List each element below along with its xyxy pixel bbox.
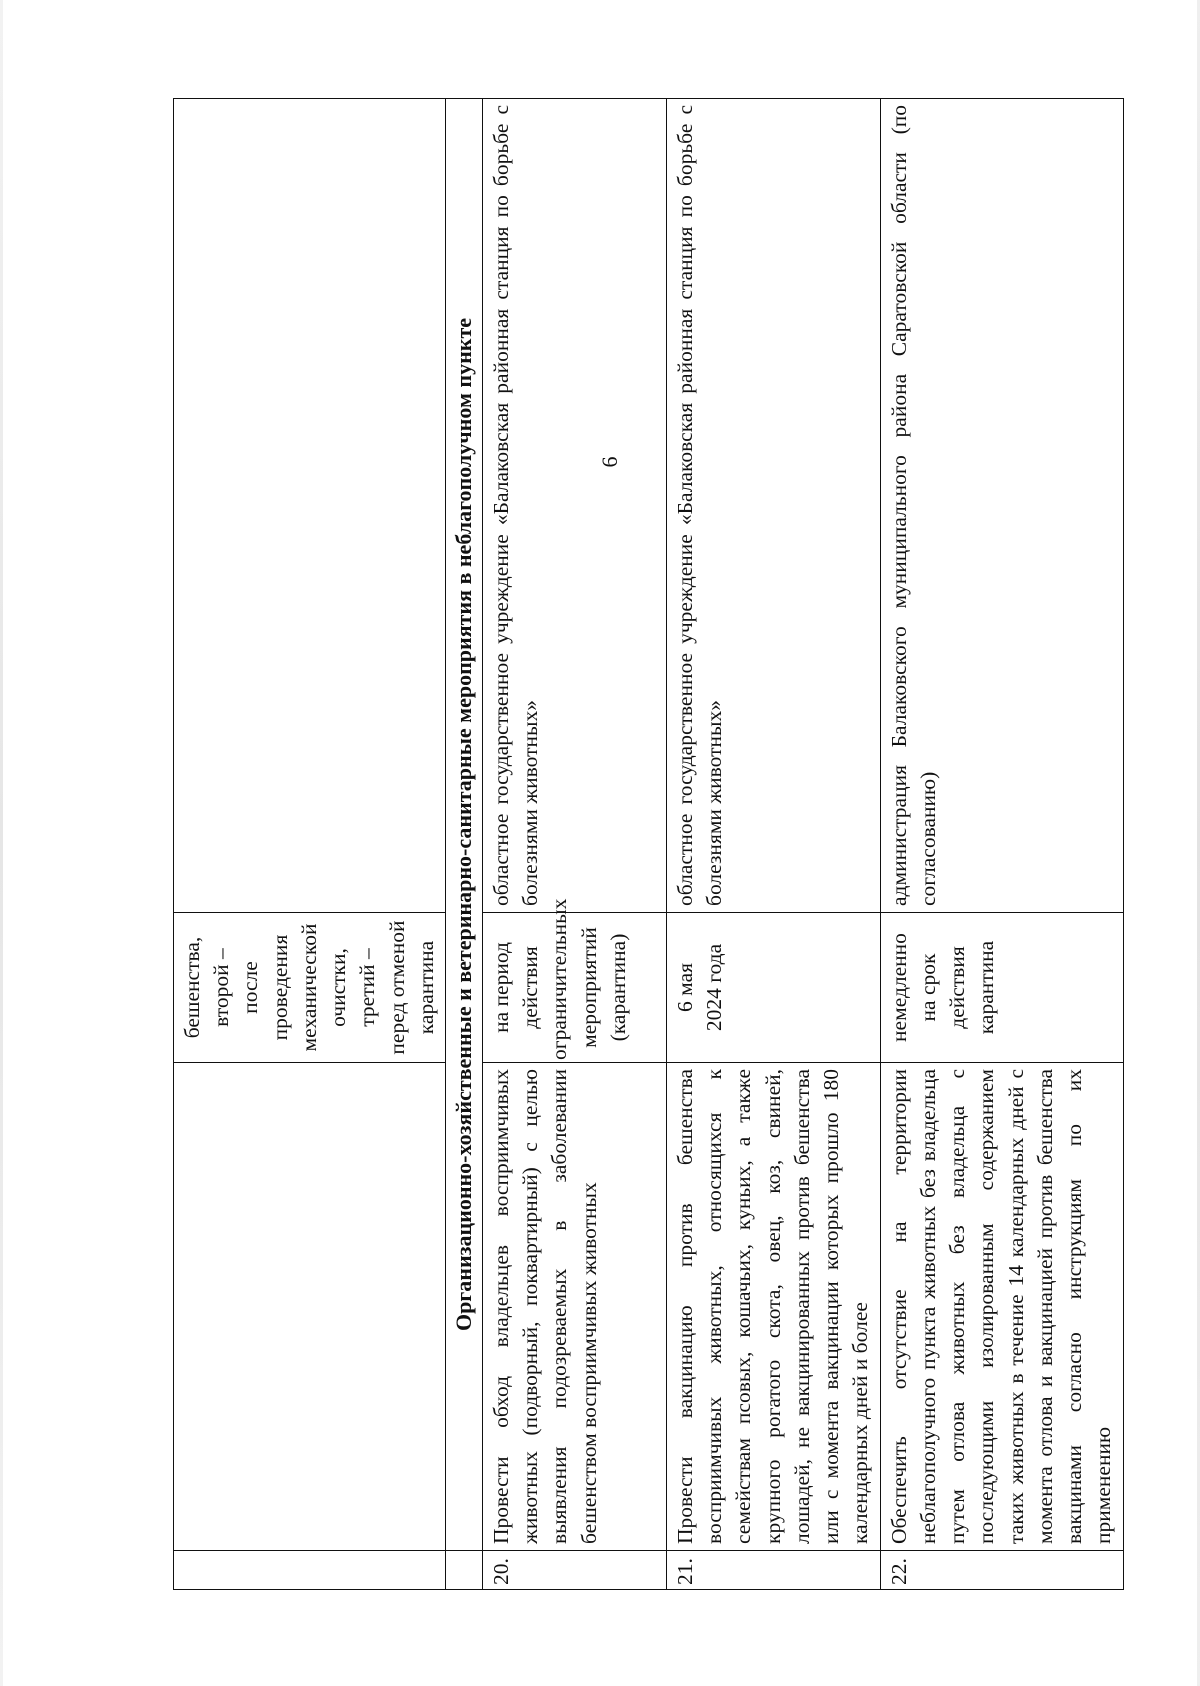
term-line: 2024 года [702,943,727,1032]
term-line: на период [489,942,514,1033]
row-executor: областное государственное учреждение «Балаковская районная станция по борьбе с болезнями животных» [483,99,667,913]
scan-edge-left [0,0,3,1686]
page-number: 6 [597,456,622,468]
table-row [667,99,881,1590]
cell-term [174,913,446,1063]
cell-action-empty [174,1063,446,1551]
row-action: Провести обход владельцев восприимчивых животных (подворный, поквартирный) с целью выявления подозреваемых в заболевании бешенством восприимчивых животных [483,1063,667,1551]
term-line: бешенства, [180,936,204,1039]
term-line: после проведения [238,934,292,1041]
section-heading-row [446,99,483,1590]
row-term [667,913,881,1063]
term-line: 6 мая [673,963,698,1013]
section-heading: Организационно-хозяйственные и ветеринарно-санитарные мероприятия в неблагополучном пункте [446,99,483,1551]
cell-executor-empty [174,99,446,913]
term-line: немедленно [886,933,911,1042]
row-number: 20. [483,1551,667,1590]
table-row [483,99,667,1590]
term-line: очистки, третий – [326,948,380,1027]
row-action: Обеспечить отсутствие на территории неблагополучного пункта животных без владельца путем отлова животных без владельца с последующими изолированным содержанием таких животных в течение 14 календарных дней с момента отлова и вакцинацией против бешенства вакцинами согласно инструкциям по их применению [880,1063,1123,1551]
row-number: 21. [667,1551,881,1590]
table-row [880,99,1123,1590]
row-term [483,898,667,1063]
term-line: перед отменой [384,920,409,1055]
row-executor: администрация Балаковского муниципального района Саратовской области (по согласованию) [880,99,1123,913]
cell-num-empty [174,1551,446,1590]
row-term [880,913,1123,1063]
row-executor: областное государственное учреждение «Балаковская районная станция по борьбе с болезнями животных» [667,99,881,913]
rotated-table-container [173,98,1116,1590]
term-line: второй – [209,948,234,1027]
row-action: Провести вакцинацию против бешенства восприимчивых животных, относящихся к семействам псовых, кошачьих, куньих, а также крупного рогатого скота, овец, коз, свиней, лошадей, не вакцинированных против бешенства или с момента вакцинации которых прошло 180 календарных дней и более [667,1063,881,1551]
section-num-empty [446,1551,483,1590]
row-number: 22. [880,1551,1123,1590]
term-line: карантина [413,940,438,1035]
term-line: мероприятий [576,927,601,1048]
measures-table [173,98,1124,1590]
term-line: (карантина) [605,933,630,1042]
table-row-continued [174,99,446,1590]
term-line: механической [296,923,321,1052]
term-line: карантина [974,940,999,1035]
term-line: действия [518,946,543,1029]
term-line: на срок действия [915,946,970,1029]
term-line: ограничительных [547,898,572,1060]
